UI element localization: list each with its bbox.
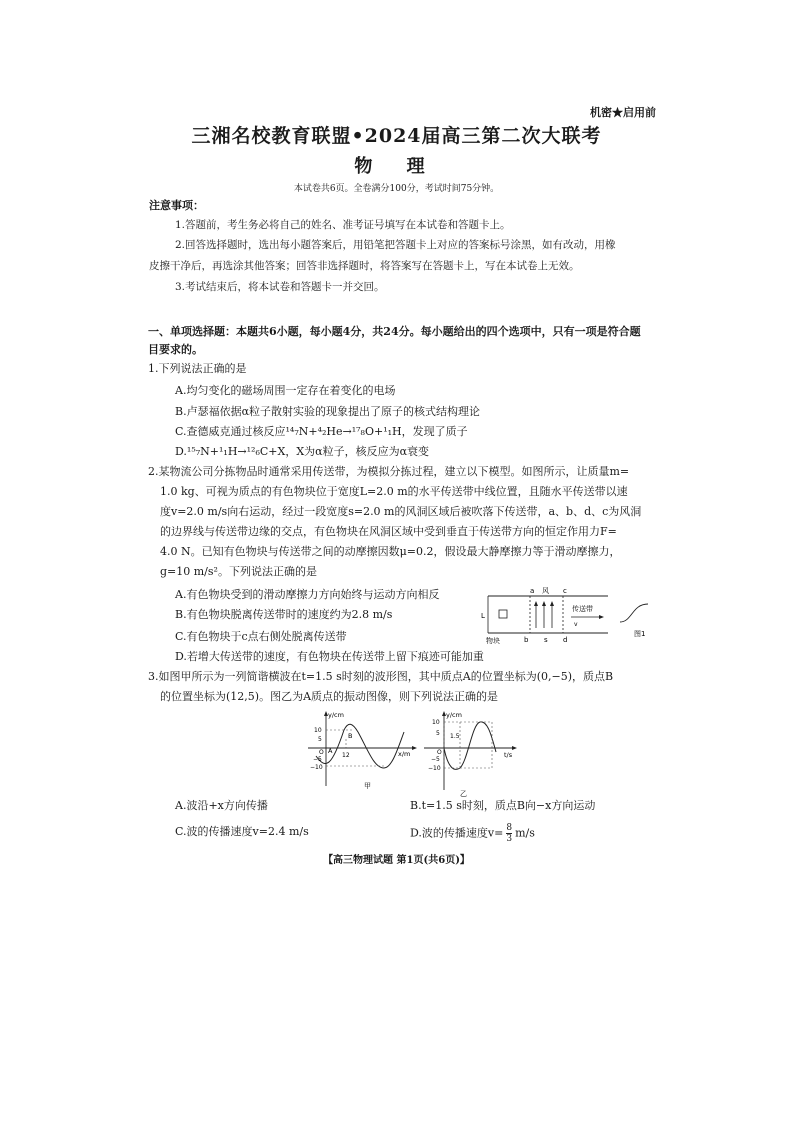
tick-1.5: 1.5 bbox=[450, 733, 460, 740]
option-b: B.t=1.5 s时刻，质点B向−x方向运动 bbox=[410, 799, 596, 812]
wave-graph-jia bbox=[300, 708, 420, 790]
label-wind: 风 bbox=[542, 587, 549, 595]
label-belt: 传送带 bbox=[572, 605, 593, 613]
question-stem: 4.0 N。已知有色物块与传送带之间的动摩擦因数μ=0.2，假设最大静摩擦力等于滑动摩擦力， bbox=[160, 545, 621, 558]
page-footer: 【高三物理试题 第1页(共6页)】 bbox=[323, 855, 470, 866]
question-stem: 3.如图甲所示为一列简谐横波在t=1.5 s时刻的波形图，其中质点A的位置坐标为(0,−5)，质点B bbox=[148, 670, 614, 683]
option-c: C.有色物块于c点右侧处脱离传送带 bbox=[175, 630, 347, 643]
tick-label: 5 bbox=[318, 736, 322, 743]
dashed-frame bbox=[444, 722, 492, 768]
option-d bbox=[410, 823, 535, 844]
notice-item: 3.考试结束后，将本试卷和答题卡一并交回。 bbox=[175, 281, 385, 293]
question-stem: g=10 m/s²。下列说法正确的是 bbox=[160, 565, 317, 578]
subject-title: 物 理 bbox=[354, 156, 439, 177]
notice-item: 皮擦干净后，再选涂其他答案；回答非选择题时，将答案写在答题卡上，写在本试卷上无效。 bbox=[149, 260, 580, 272]
option-d-text: D.波的传播速度v= bbox=[410, 826, 504, 840]
option-d: D.若增大传送带的速度，有色物块在传送带上留下痕迹可能加重 bbox=[175, 650, 484, 663]
y-axis-label: y/cm bbox=[446, 711, 462, 719]
fraction bbox=[506, 823, 512, 844]
label-c: c bbox=[563, 587, 567, 595]
question-stem: 的位置坐标为(12,5)。图乙为A质点的振动图像，则下列说法正确的是 bbox=[160, 690, 499, 703]
point-B-label: B bbox=[348, 732, 353, 740]
notice-title: 注意事项： bbox=[149, 199, 204, 212]
point-A-label: A bbox=[328, 747, 333, 755]
option-c: C.查德威克通过核反应¹⁴₇N+⁴₂He→¹⁷₈O+¹₁H，发现了质子 bbox=[175, 425, 468, 438]
option-a: A.均匀变化的磁场周围一定存在着变化的电场 bbox=[175, 384, 396, 397]
question-stem: 度v=2.0 m/s向右运动，经过一段宽度s=2.0 m的风洞区域后被吹落下传送带，a、b、d、c为风洞 bbox=[160, 505, 642, 518]
figure-caption: 甲 bbox=[364, 782, 371, 790]
label-v: v bbox=[574, 621, 578, 628]
tick-label: O bbox=[319, 749, 324, 756]
question-stem: 的边界线与传送带边缘的交点，有色物块在风洞区域中受到垂直于传送带方向的恒定作用力F= bbox=[160, 525, 617, 538]
tick-label: 5 bbox=[436, 730, 440, 737]
belt-curve bbox=[620, 604, 648, 622]
question-stem: 2.某物流公司分拣物品时通常采用传送带，为模拟分拣过程，建立以下模型。如图所示，让质量m= bbox=[148, 465, 630, 478]
conveyor-belt-figure bbox=[478, 584, 658, 646]
exam-info: 本试卷共6页。全卷满分100分，考试时间75分钟。 bbox=[293, 184, 500, 194]
label-b: b bbox=[524, 636, 529, 644]
notice-item: 1.答题前，考生务必将自己的姓名、准考证号填写在本试卷和答题卡上。 bbox=[175, 219, 511, 231]
label-d: d bbox=[563, 636, 568, 644]
figure-caption: 图1 bbox=[634, 630, 646, 638]
label-L: L bbox=[481, 612, 485, 620]
notice-item: 2.回答选择题时，选出每小题答案后，用铅笔把答题卡上对应的答案标号涂黑，如有改动，用橡 bbox=[175, 239, 616, 251]
question-stem: 1.0 kg、可视为质点的有色物块位于宽度L=2.0 m的水平传送带中线位置，且随水平传送带以速 bbox=[160, 485, 628, 498]
option-b: B.有色物块脱离传送带时的速度约为2.8 m/s bbox=[175, 608, 393, 621]
vibration-curve bbox=[444, 722, 496, 770]
tick-12: 12 bbox=[342, 752, 350, 759]
y-axis-label: y/cm bbox=[328, 711, 344, 719]
fraction-denominator: 3 bbox=[506, 834, 513, 844]
tick-label: 10 bbox=[432, 719, 440, 726]
option-b: B.卢瑟福依据α粒子散射实验的现象提出了原子的核式结构理论 bbox=[175, 405, 481, 418]
fraction-numerator: 8 bbox=[506, 823, 513, 833]
label-a: a bbox=[530, 587, 535, 595]
option-a: A.有色物块受到的滑动摩擦力方向始终与运动方向相反 bbox=[175, 588, 440, 601]
vibration-graph-yi bbox=[420, 708, 520, 798]
wind-arrowhead bbox=[550, 601, 554, 606]
section-heading: 目要求的。 bbox=[148, 343, 203, 356]
tick-label: −10 bbox=[428, 765, 441, 772]
option-c: C.波的传播速度v=2.4 m/s bbox=[175, 825, 309, 838]
section-heading: 一、单项选择题：本题共6小题，每小题4分，共24分。每小题给出的四个选项中，只有一项是符合题 bbox=[148, 325, 641, 338]
wind-arrowhead bbox=[534, 601, 538, 606]
label-s: s bbox=[544, 636, 548, 644]
tick-label: O bbox=[437, 749, 442, 756]
wind-arrowhead bbox=[542, 601, 546, 606]
confidential-mark: 机密★启用前 bbox=[590, 106, 656, 119]
block-square bbox=[499, 610, 507, 618]
tick-label: 10 bbox=[314, 727, 322, 734]
option-d-unit: m/s bbox=[515, 826, 535, 840]
x-axis-label: t/s bbox=[504, 751, 513, 759]
option-d: D.¹⁵₇N+¹₁H→¹²₆C+X，X为α粒子，核反应为α衰变 bbox=[175, 445, 430, 458]
exam-title: 三湘名校教育联盟•2024届高三第二次大联考 bbox=[191, 125, 602, 147]
figure-caption: 乙 bbox=[460, 790, 467, 798]
option-a: A.波沿+x方向传播 bbox=[175, 799, 268, 812]
tick-label: −10 bbox=[310, 764, 323, 771]
label-block: 物块 bbox=[486, 637, 500, 645]
velocity-arrowhead bbox=[599, 615, 604, 619]
question-stem: 1.下列说法正确的是 bbox=[148, 362, 247, 375]
tick-label: −5 bbox=[431, 756, 440, 763]
tick-label: −5 bbox=[313, 756, 322, 763]
x-axis-label: x/m bbox=[398, 750, 411, 758]
